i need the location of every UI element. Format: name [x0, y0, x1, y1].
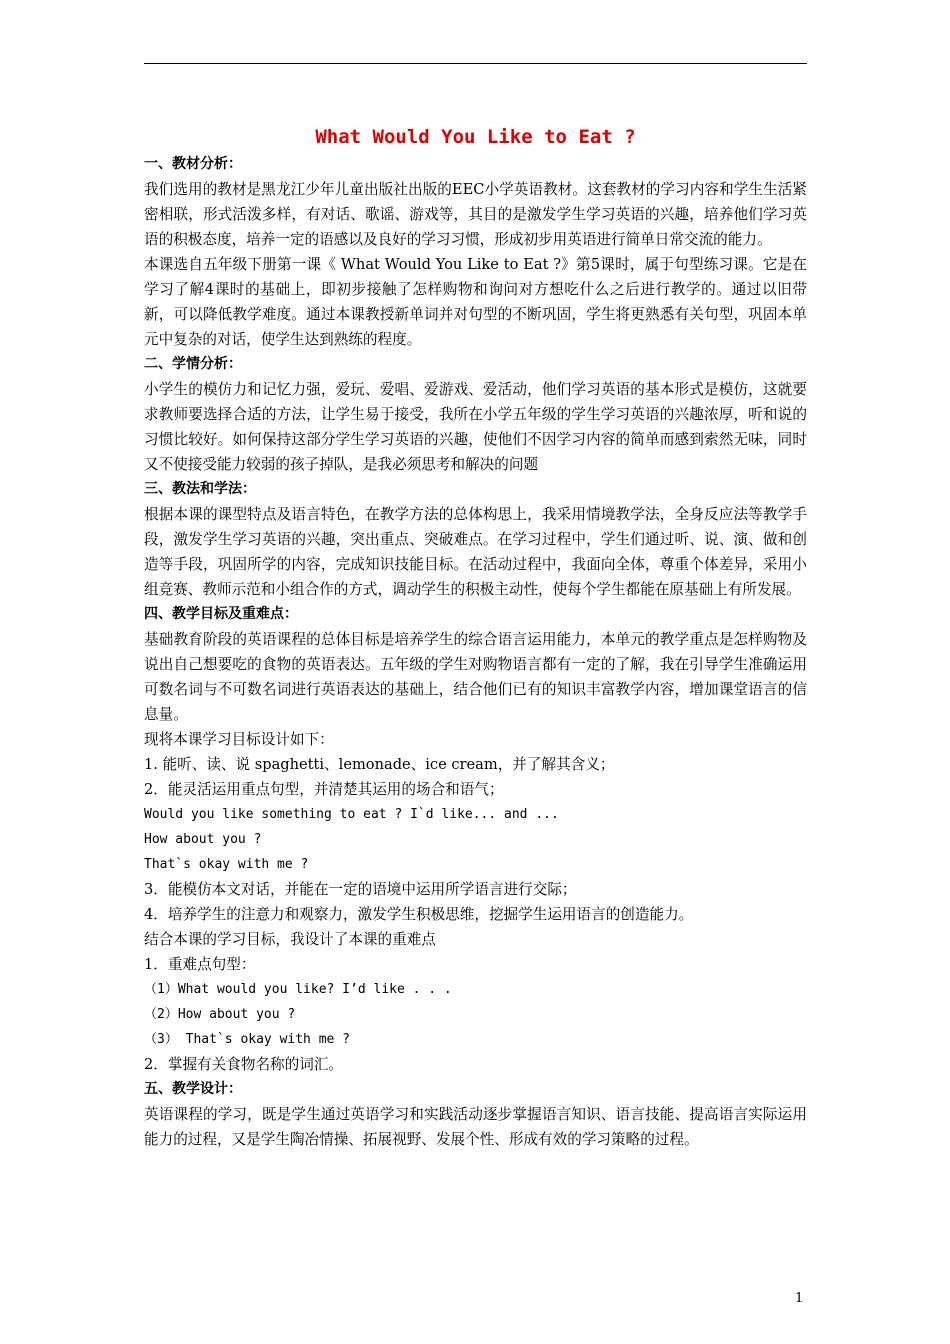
text-line: 结合本课的学习目标，我设计了本课的重难点	[144, 931, 436, 948]
key-point-item: 1．重难点句型：	[144, 956, 256, 973]
objective-item: 1. 能听、读、说 spaghetti、lemonade、ice cream，并了解其含义；	[144, 756, 615, 773]
key-point-item: 2．掌握有关食物名称的词汇。	[144, 1056, 344, 1073]
sentence-pattern: Would you like something to eat ? I`d like... and ...	[144, 807, 559, 822]
paragraph: 小学生的模仿力和记忆力强，爱玩、爱唱、爱游戏、爱活动，他们学习英语的基本形式是模仿，这就要求教师要选择合适的方法，让学生易于接受，我所在小学五年级的学生学习英语的兴趣浓厚，听和说的习惯比较好。如何保持这部分学生学习英语的兴趣，使他们不因学习内容的简单而感到索然无味，同时又不使接受能力较弱的孩子掉队，是我必须思考和解决的问题	[144, 381, 807, 473]
key-sentence: （2）How about you ?	[144, 1007, 296, 1022]
paragraph: 我们选用的教材是黑龙江少年儿童出版社出版的EEC小学英语教材。这套教材的学习内容和学生生活紧密相联，形式活泼多样，有对话、歌谣、游戏等，其目的是激发学生学习英语的兴趣，培养他们学习英语的积极态度，培养一定的语感以及良好的学习习惯，形成初步用英语进行简单日常交流的能力。	[144, 181, 807, 248]
page-number: 1	[795, 1291, 804, 1306]
objective-item: 4．培养学生的注意力和观察力，激发学生积极思维，挖掘学生运用语言的创造能力。	[144, 906, 694, 923]
sentence-pattern: How about you ?	[144, 832, 262, 847]
section-heading: 一、教材分析：	[144, 156, 242, 172]
paragraph: 英语课程的学习，既是学生通过英语学习和实践活动逐步掌握语言知识、语言技能、提高语言实际运用能力的过程，又是学生陶冶情操、拓展视野、发展个性、形成有效的学习策略的过程。	[144, 1106, 807, 1148]
key-sentence: （1）What would you like? I’d like . . .	[144, 982, 452, 997]
header-rule	[144, 63, 807, 64]
paragraph: 基础教育阶段的英语课程的总体目标是培养学生的综合语言运用能力，本单元的教学重点是怎样购物及说出自己想要吃的食物的英语表达。五年级的学生对购物语言都有一定的了解，我在引导学生准确运用可数名词与不可数名词进行英语表达的基础上，结合他们已有的知识丰富教学内容，增加课堂语言的信息量。	[144, 631, 807, 723]
section-heading: 三、教法和学法：	[144, 481, 256, 497]
objective-item: 3．能模仿本文对话，并能在一定的语境中运用所学语言进行交际；	[144, 881, 577, 898]
paragraph: 根据本课的课型特点及语言特色，在教学方法的总体构思上，我采用情境教学法，全身反应法等教学手段，激发学生学习英语的兴趣，突出重点、突破难点。在学习过程中，学生们通过听、说、演、做和创造等手段，巩固所学的内容，完成知识技能目标。在活动过程中，我面向全体，尊重个体差异，采用小组竞赛、教师示范和小组合作的方式，调动学生的积极主动性，使每个学生都能在原基础上有所发展。	[144, 506, 807, 598]
page-title: What Would You Like to Eat ?	[315, 126, 636, 148]
text-line: 现将本课学习目标设计如下：	[144, 731, 334, 748]
key-sentence: （3） That`s okay with me ?	[144, 1032, 351, 1047]
document-body	[144, 122, 807, 1152]
section-heading: 五、教学设计：	[144, 1081, 242, 1097]
paragraph: 本课选自五年级下册第一课《 What Would You Like to Eat ?》第5课时，属于句型练习课。它是在学习了解4课时的基础上，即初步接触了怎样购物和询问对方想吃什么之后进行教学的。通过以旧带新，可以降低教学难度。通过本课教授新单词并对句型的不断巩固，学生将更熟悉有关句型，巩固本单元中复杂的对话，使学生达到熟练的程度。	[144, 256, 807, 348]
sentence-pattern: That`s okay with me ?	[144, 857, 309, 872]
section-heading: 四、教学目标及重难点：	[144, 606, 298, 622]
objective-item: 2．能灵活运用重点句型，并清楚其运用的场合和语气；	[144, 781, 504, 798]
section-heading: 二、学情分析：	[144, 356, 242, 372]
